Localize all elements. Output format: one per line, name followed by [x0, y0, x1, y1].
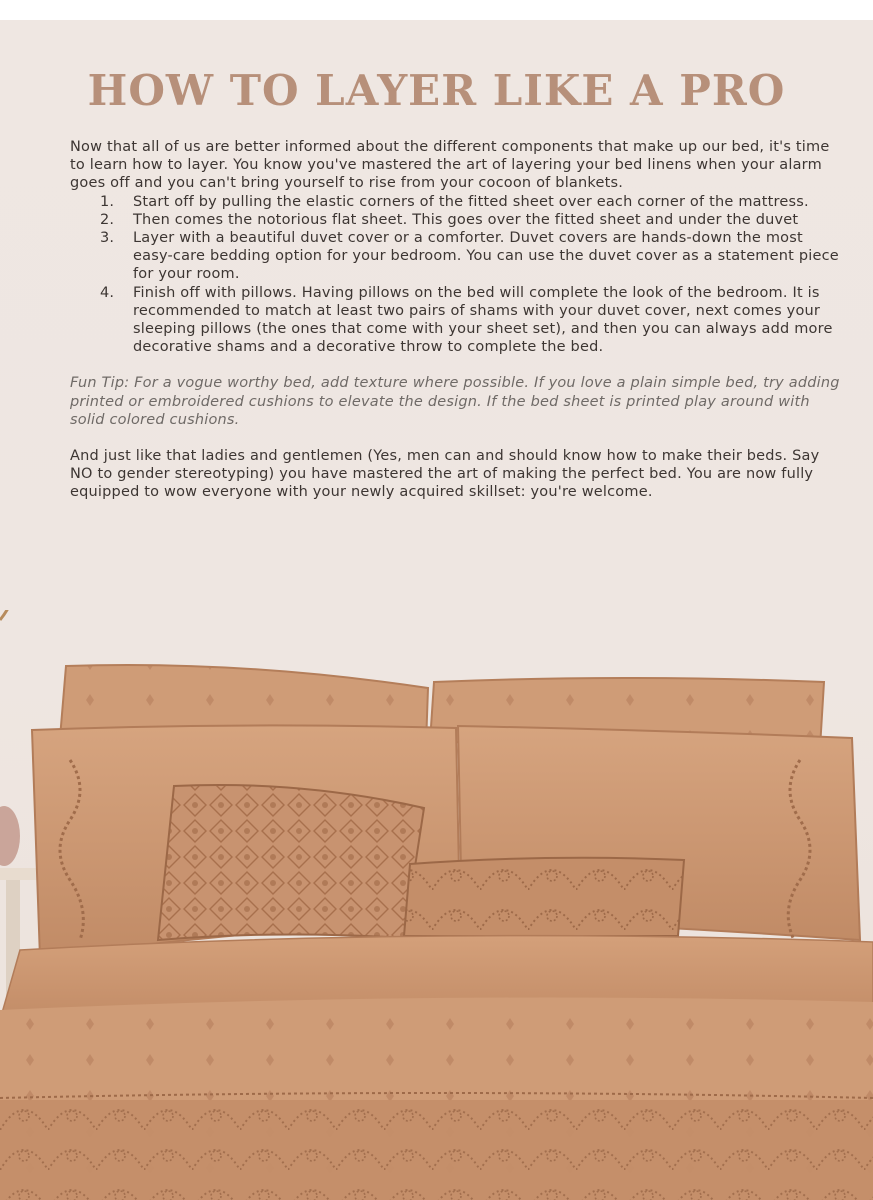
article-page: [0, 20, 873, 1200]
decorative-cushion-square: [158, 785, 424, 940]
article-body: [70, 138, 840, 502]
list-item: [70, 211, 840, 229]
page-title: HOW TO LAYER LIKE A PRO: [87, 66, 786, 115]
vase: [0, 806, 20, 866]
step-text: Start off by pulling the elastic corners of the fitted sheet over each corner of the mattress.: [133, 193, 809, 210]
duvet-embroidered-border: [0, 1100, 873, 1200]
list-item: [70, 284, 840, 357]
closing-paragraph: And just like that ladies and gentlemen (Yes, men can and should know how to make their beds. Say NO to gender stereotyping) you have mastered the art of making the perfect bed. You are now fully equipped to wow everyone with your newly acquired skillset: you're welcome.: [70, 448, 820, 501]
fun-tip: Fun Tip: For a vogue worthy bed, add texture where possible. If you love a plain simple bed, try adding printed or embroidered cushions to elevate the design. If the bed sheet is printed play around with solid colored cushions.: [70, 375, 840, 428]
step-text: Layer with a beautiful duvet cover or a comforter. Duvet covers are hands-down the most easy-care bedding option for your bedroom. You can use the duvet cover as a statement piece for your room.: [133, 230, 839, 283]
layering-steps-list: [70, 193, 840, 357]
intro-paragraph: Now that all of us are better informed about the different components that make up our bed, it's time to learn how to layer. You know you've mastered the art of layering your bed linens when your alarm goes off and you can't bring yourself to rise from your cocoon of blankets.: [70, 139, 830, 192]
nightstand: [0, 868, 38, 880]
step-number: 4.: [100, 284, 115, 301]
bed-illustration: [0, 610, 873, 1200]
step-text: Finish off with pillows. Having pillows on the bed will complete the look of the bedroom. It is recommended to match at least two pairs of shams with your duvet cover, next comes your sleeping pillows (the ones that come with your sheet set), and then you can always add more decorative shams and a decorative throw to complete the bed.: [133, 284, 833, 356]
decorative-cushion-lumbar: [404, 858, 684, 936]
bed-photo: [0, 610, 873, 1200]
step-number: 3.: [100, 230, 115, 247]
list-item: [70, 229, 840, 284]
list-item: [70, 193, 840, 211]
step-number: 1.: [100, 193, 115, 210]
step-text: Then comes the notorious flat sheet. This goes over the fitted sheet and under the duvet: [133, 211, 799, 228]
step-number: 2.: [100, 211, 115, 228]
